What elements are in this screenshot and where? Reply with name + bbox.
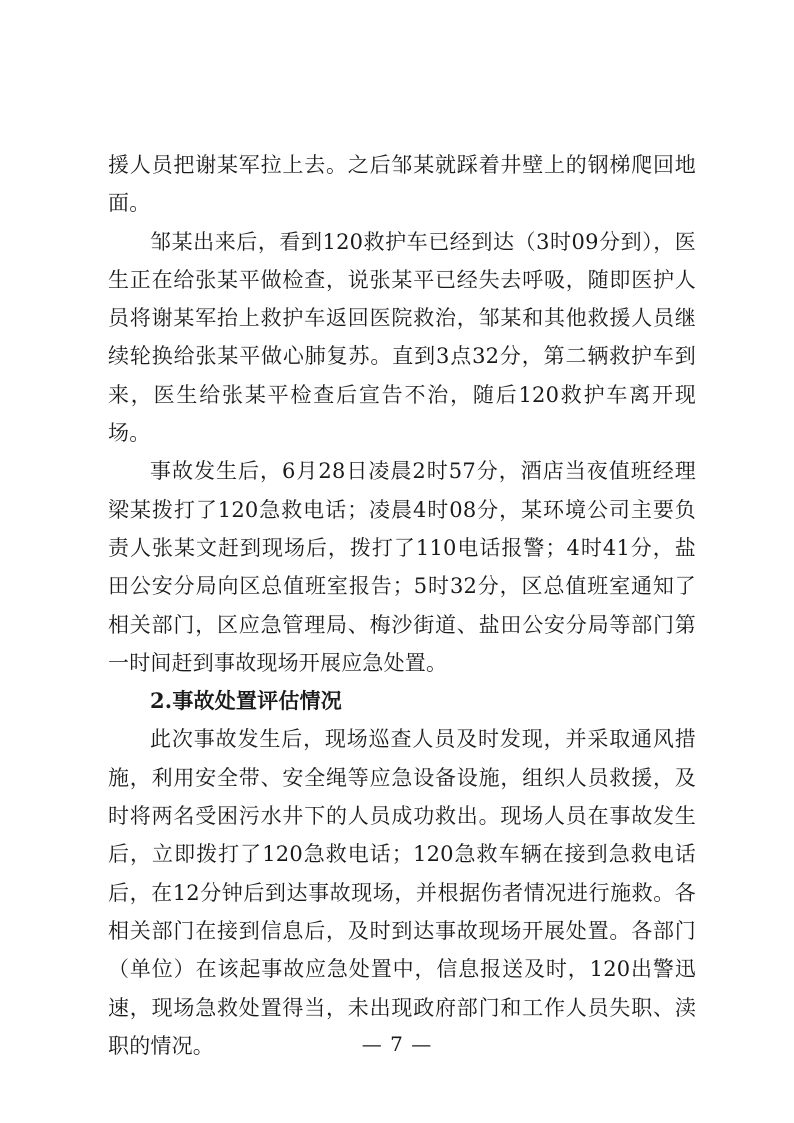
paragraph-emergency-timeline: 事故发生后，6月28日凌晨2时57分，酒店当夜值班经理梁某拨打了120急救电话；凌晨4时08分，某环境公司主要负责人张某文赶到现场后，拨打了110电话报警；4时41分，盐田公安分局向区总值班室报告；5时32分，区总值班室通知了相关部门，区应急管理局、梅沙街道、盐田公安分局等部门第一时间赶到事故现场开展应急处置。 bbox=[108, 459, 696, 675]
section-heading: 2.事故处置评估情况 bbox=[150, 688, 342, 714]
page-number: — 7 — bbox=[361, 1032, 433, 1056]
paragraph-assessment: 此次事故发生后，现场巡查人员及时发现，并采取通风措施，利用安全带、安全绳等应急设备设施，组织人员救援，及时将两名受困污水井下的人员成功救出。现场人员在事故发生后，立即拨打了120急救电话；120急救车辆在接到急救电话后，在12分钟后到达事故现场，并根据伤者情况进行施救。各相关部门在接到信息后，及时到达事故现场开展处置。各部门（单位）在该起事故应急处置中，信息报送及时，120出警迅速，现场急救处置得当，未出现政府部门和工作人员失职、渎职的情况。 bbox=[108, 727, 696, 1058]
paragraph-continuation: 援人员把谢某军拉上去。之后邹某就踩着井壁上的钢梯爬回地面。 bbox=[108, 153, 696, 216]
document-body bbox=[108, 146, 696, 1065]
paragraph-ambulance-arrival: 邹某出来后，看到120救护车已经到达（3时09分到），医生正在给张某平做检查，说张某平已经失去呼吸，随即医护人员将谢某军抬上救护车返回医院救治，邹某和其他救援人员继续轮换给张某平做心肺复苏。直到3点32分，第二辆救护车到来，医生给张某平检查后宣告不治，随后120救护车离开现场。 bbox=[108, 229, 696, 446]
